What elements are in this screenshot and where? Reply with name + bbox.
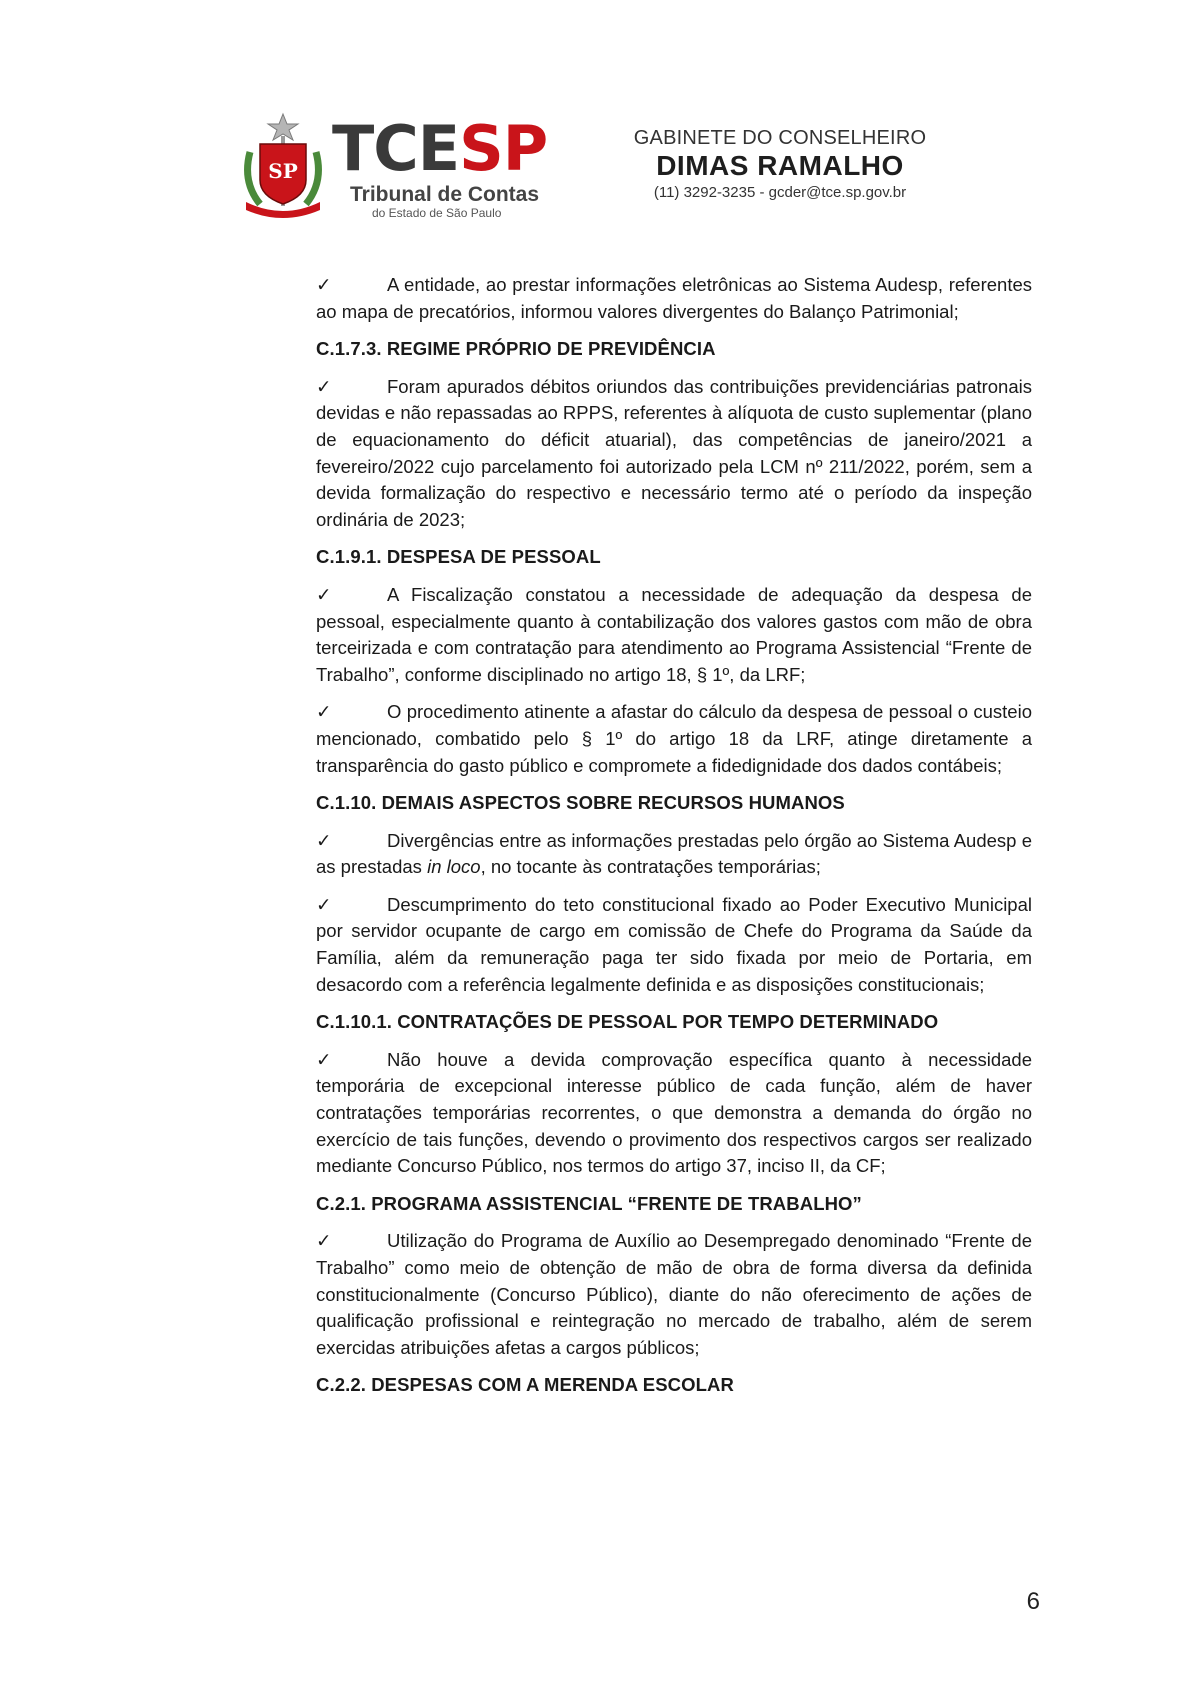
checkmark-icon: ✓ <box>316 829 332 851</box>
contact-info: (11) 3292-3235 - gcder@tce.sp.gov.br <box>653 184 907 201</box>
page-number: 6 <box>1026 1588 1040 1615</box>
logo-sp: SP <box>459 112 548 185</box>
councillor-name: DIMAS RAMALHO <box>656 150 904 181</box>
checkmark-icon: ✓ <box>316 375 332 397</box>
logo-subtitle-2: do Estado de São Paulo <box>372 206 502 220</box>
section-heading: C.2.1. PROGRAMA ASSISTENCIAL “FRENTE DE TRABALHO” <box>316 1192 862 1214</box>
paragraph: ✓ A entidade, ao prestar informações eletrônicas ao Sistema Audesp, referentes ao mapa de precatórios, informou valores divergentes do Balanço Patrimonial; <box>316 274 1032 322</box>
checkmark-icon: ✓ <box>316 1230 332 1252</box>
checkmark-icon: ✓ <box>316 583 332 605</box>
checkmark-icon: ✓ <box>316 701 332 723</box>
logo-tce: TCE <box>332 112 460 185</box>
section-heading: C.1.7.3. REGIME PRÓPRIO DE PREVIDÊNCIA <box>316 338 716 360</box>
section-heading: C.1.9.1. DESPESA DE PESSOAL <box>316 546 601 568</box>
paragraph: ✓ Não houve a devida comprovação específica quanto à necessidade temporária de excepcional interesse público de cada função, além de haver contratações temporárias recorrentes, o que demonstra a demanda do órgão no exercício de tais funções, devendo o provimento dos respectivos cargos ser realizado mediante Concurso Público, nos termos do artigo 37, inciso II, da CF; <box>316 1048 1032 1177</box>
logo-subtitle: Tribunal de Contas <box>350 183 540 206</box>
page-header <box>0 100 1200 230</box>
tcesp-logo <box>332 112 548 220</box>
cabinet-info <box>630 126 930 204</box>
paragraph: ✓ Divergências entre as informações prestadas pelo órgão ao Sistema Audesp e as prestadas in loco, no tocante às contratações temporárias; <box>316 829 1032 878</box>
section-heading: C.1.10. DEMAIS ASPECTOS SOBRE RECURSOS HUMANOS <box>316 792 845 814</box>
cabinet-title: GABINETE DO CONSELHEIRO <box>633 127 927 149</box>
sao-paulo-coat-of-arms-icon <box>240 112 326 222</box>
checkmark-icon: ✓ <box>316 274 332 295</box>
paragraph: ✓ Foram apurados débitos oriundos das contribuições previdenciárias patronais devidas e não repassadas ao RPPS, referentes à alíquota de custo suplementar (plano de equacionamento do déficit atuarial), das competências de janeiro/2021 a fevereiro/2022 cujo parcelamento foi autorizado pela LCM nº 211/2022, porém, sem a devida formalização do respectivo e necessário termo até o período da inspeção ordinária de 2023; <box>316 375 1032 530</box>
checkmark-icon: ✓ <box>316 1048 332 1070</box>
paragraph: ✓ O procedimento atinente a afastar do cálculo da despesa de pessoal o custeio mencionado, combatido pelo § 1º do artigo 18 da LRF, atinge diretamente a transparência do gasto público e compromete a fidedignidade dos dados contábeis; <box>316 701 1032 776</box>
paragraph: ✓ A Fiscalização constatou a necessidade de adequação da despesa de pessoal, especialmente quanto à contabilização dos valores gastos com mão de obra terceirizada e com contratação para atendimento ao Programa Assistencial “Frente de Trabalho”, conforme disciplinado no artigo 18, § 1º, da LRF; <box>316 583 1032 685</box>
logo-wordmark <box>332 112 548 185</box>
section-heading: C.2.2. DESPESAS COM A MERENDA ESCOLAR <box>316 1374 734 1396</box>
seal-letters: SP <box>268 159 298 183</box>
section-heading: C.1.10.1. CONTRATAÇÕES DE PESSOAL POR TEMPO DETERMINADO <box>316 1011 939 1033</box>
paragraph: ✓ Utilização do Programa de Auxílio ao Desempregado denominado “Frente de Trabalho” como meio de obtenção de mão de obra de forma diversa da definida constitucionalmente (Concurso Público), diante do não oferecimento de ações de qualificação profissional e reintegração no mercado de trabalho, além de serem exercidas atribuições afetas a cargos públicos; <box>316 1230 1032 1358</box>
document-body <box>316 272 1032 1410</box>
paragraph: ✓ Descumprimento do teto constitucional fixado ao Poder Executivo Municipal por servidor ocupante de cargo em comissão de Chefe do Programa da Saúde da Família, além da remuneração paga ter sido fixada por meio de Portaria, em desacordo com a referência legalmente definida e as disposições constitucionais; <box>316 893 1032 995</box>
checkmark-icon: ✓ <box>316 893 332 915</box>
